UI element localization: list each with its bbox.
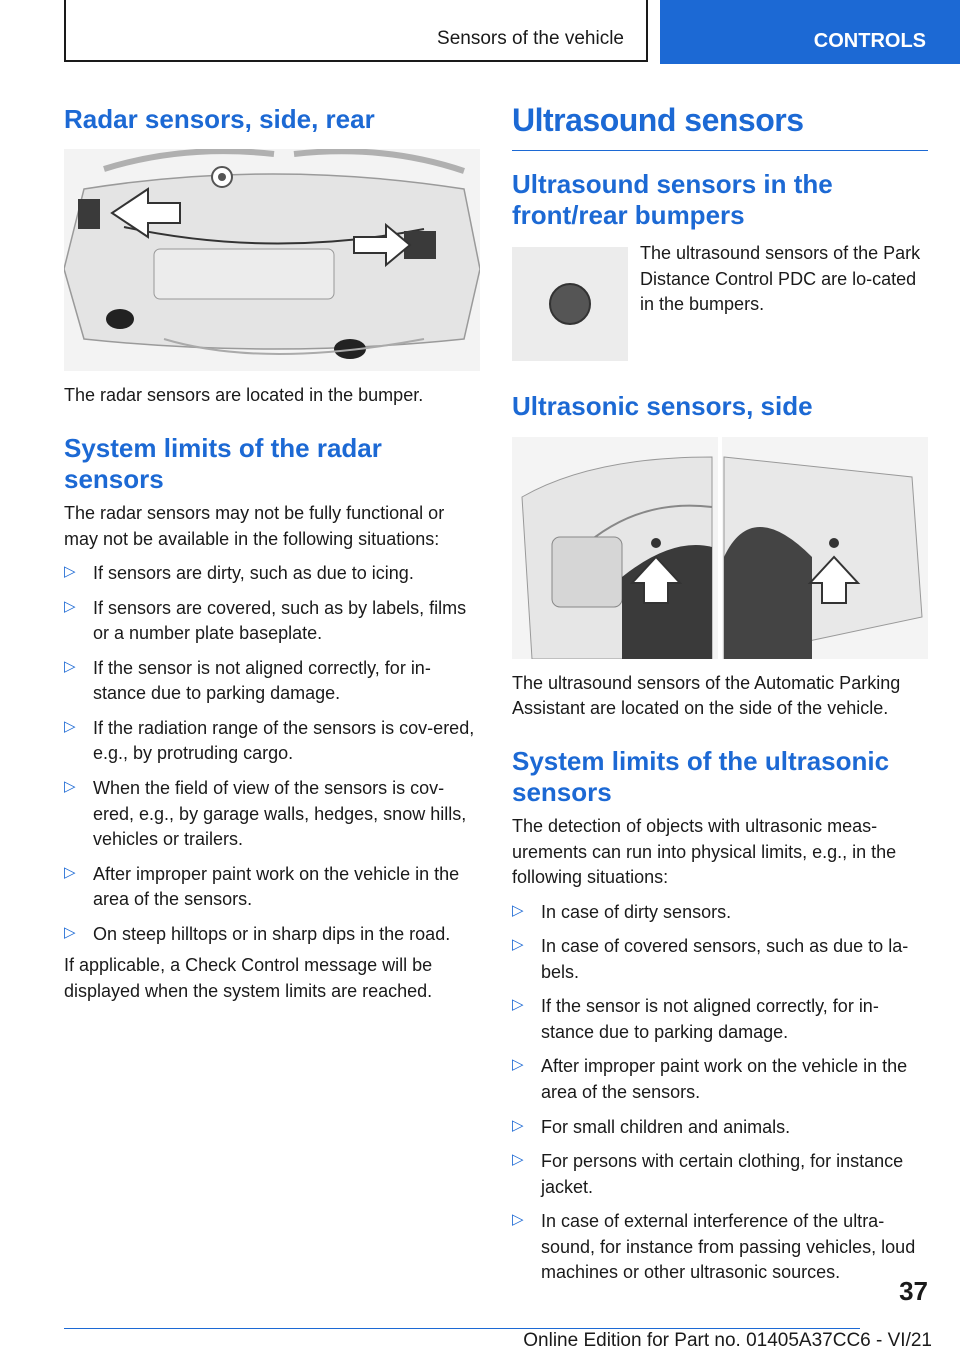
front-rear-heading: Ultrasound sensors in the front/rear bumpers <box>512 169 833 231</box>
section-title: Sensors of the vehicle <box>437 28 624 49</box>
triangle-bullet-icon: ▷ <box>512 1116 524 1134</box>
triangle-bullet-icon: ▷ <box>64 563 76 581</box>
left-column <box>64 100 480 1004</box>
triangle-bullet-icon: ▷ <box>512 936 524 954</box>
title-rule <box>512 150 928 151</box>
front-rear-text: The ultrasound sensors of the Park Distance Control PDC are lo-cated in the bumpers. <box>640 243 921 315</box>
chapter-tab[interactable]: CONTROLS <box>660 0 960 64</box>
radar-limits-list <box>64 561 480 947</box>
list-item: ▷ In case of dirty sensors. <box>512 901 732 922</box>
triangle-bullet-icon: ▷ <box>64 597 76 615</box>
ultrasonic-limits-list <box>512 900 928 1286</box>
list-item: ▷ After improper paint work on the vehicle in the area of the sensors. <box>512 1056 908 1102</box>
triangle-bullet-icon: ▷ <box>64 657 76 675</box>
footer-rule <box>64 1328 860 1329</box>
list-item: ▷ In case of external interference of the ultra-sound, for instance from passing vehicles, loud machines or other ultrasonic sources. <box>512 1211 916 1283</box>
side-caption: The ultrasound sensors of the Automatic Parking Assistant are located on the side of the vehicle. <box>512 672 901 719</box>
right-column <box>512 100 928 1286</box>
list-item: ▷ On steep hilltops or in sharp dips in the road. <box>64 923 451 944</box>
triangle-bullet-icon: ▷ <box>512 901 524 919</box>
list-item: ▷ For small children and animals. <box>512 1116 791 1137</box>
side-sensors-heading: Ultrasonic sensors, side <box>512 391 813 422</box>
triangle-bullet-icon: ▷ <box>512 1056 524 1074</box>
list-item: ▷ In case of covered sensors, such as due to la-bels. <box>512 936 909 982</box>
pdc-sensor-illustration <box>512 247 628 361</box>
ultrasound-title: Ultrasound sensors <box>512 102 804 138</box>
list-item: ▷ If sensors are covered, such as by labels, films or a number plate baseplate. <box>64 597 467 644</box>
list-item: ▷ When the field of view of the sensors is cov-ered, e.g., by garage walls, hedges, snow hills, vehicles or trailers. <box>64 778 467 850</box>
list-item: ▷ For persons with certain clothing, for instance jacket. <box>512 1151 904 1197</box>
radar-closing-text: If applicable, a Check Control message will be displayed when the system limits are reached. <box>64 955 433 1001</box>
list-item: ▷ If the sensor is not aligned correctly, for in-stance due to parking damage. <box>512 996 879 1042</box>
triangle-bullet-icon: ▷ <box>512 1211 524 1229</box>
triangle-bullet-icon: ▷ <box>512 996 524 1014</box>
list-item: ▷ After improper paint work on the vehicle in the area of the sensors. <box>64 863 460 910</box>
front-rear-block <box>512 241 928 361</box>
radar-limits-heading: System limits of the radar sensors <box>64 432 382 494</box>
side-sensors-illustration <box>512 437 928 659</box>
list-item: ▷ If the radiation range of the sensors is cov-ered, e.g., by protruding cargo. <box>64 717 475 764</box>
ultrasonic-limits-heading: System limits of the ultrasonic sensors <box>512 745 890 807</box>
ultrasonic-limits-intro: The detection of objects with ultrasonic meas-urements can run into physical limits, e.g., in the following situations: <box>512 816 897 888</box>
rear-radar-illustration <box>64 149 480 371</box>
footer-edition: Online Edition for Part no. 01405A37CC6 - VI/21 <box>523 1330 932 1351</box>
triangle-bullet-icon: ▷ <box>64 717 76 735</box>
triangle-bullet-icon: ▷ <box>64 923 76 941</box>
radar-limits-intro: The radar sensors may not be fully functional or may not be available in the following situations: <box>64 503 445 549</box>
list-item: ▷ If sensors are dirty, such as due to icing. <box>64 563 414 584</box>
radar-sensors-heading: Radar sensors, side, rear <box>64 104 375 134</box>
radar-caption: The radar sensors are located in the bumper. <box>64 385 424 406</box>
page-number: 37 <box>899 1276 928 1306</box>
triangle-bullet-icon: ▷ <box>64 863 76 881</box>
triangle-bullet-icon: ▷ <box>512 1151 524 1169</box>
list-item: ▷ If the sensor is not aligned correctly, for in-stance due to parking damage. <box>64 657 431 704</box>
triangle-bullet-icon: ▷ <box>64 778 76 796</box>
